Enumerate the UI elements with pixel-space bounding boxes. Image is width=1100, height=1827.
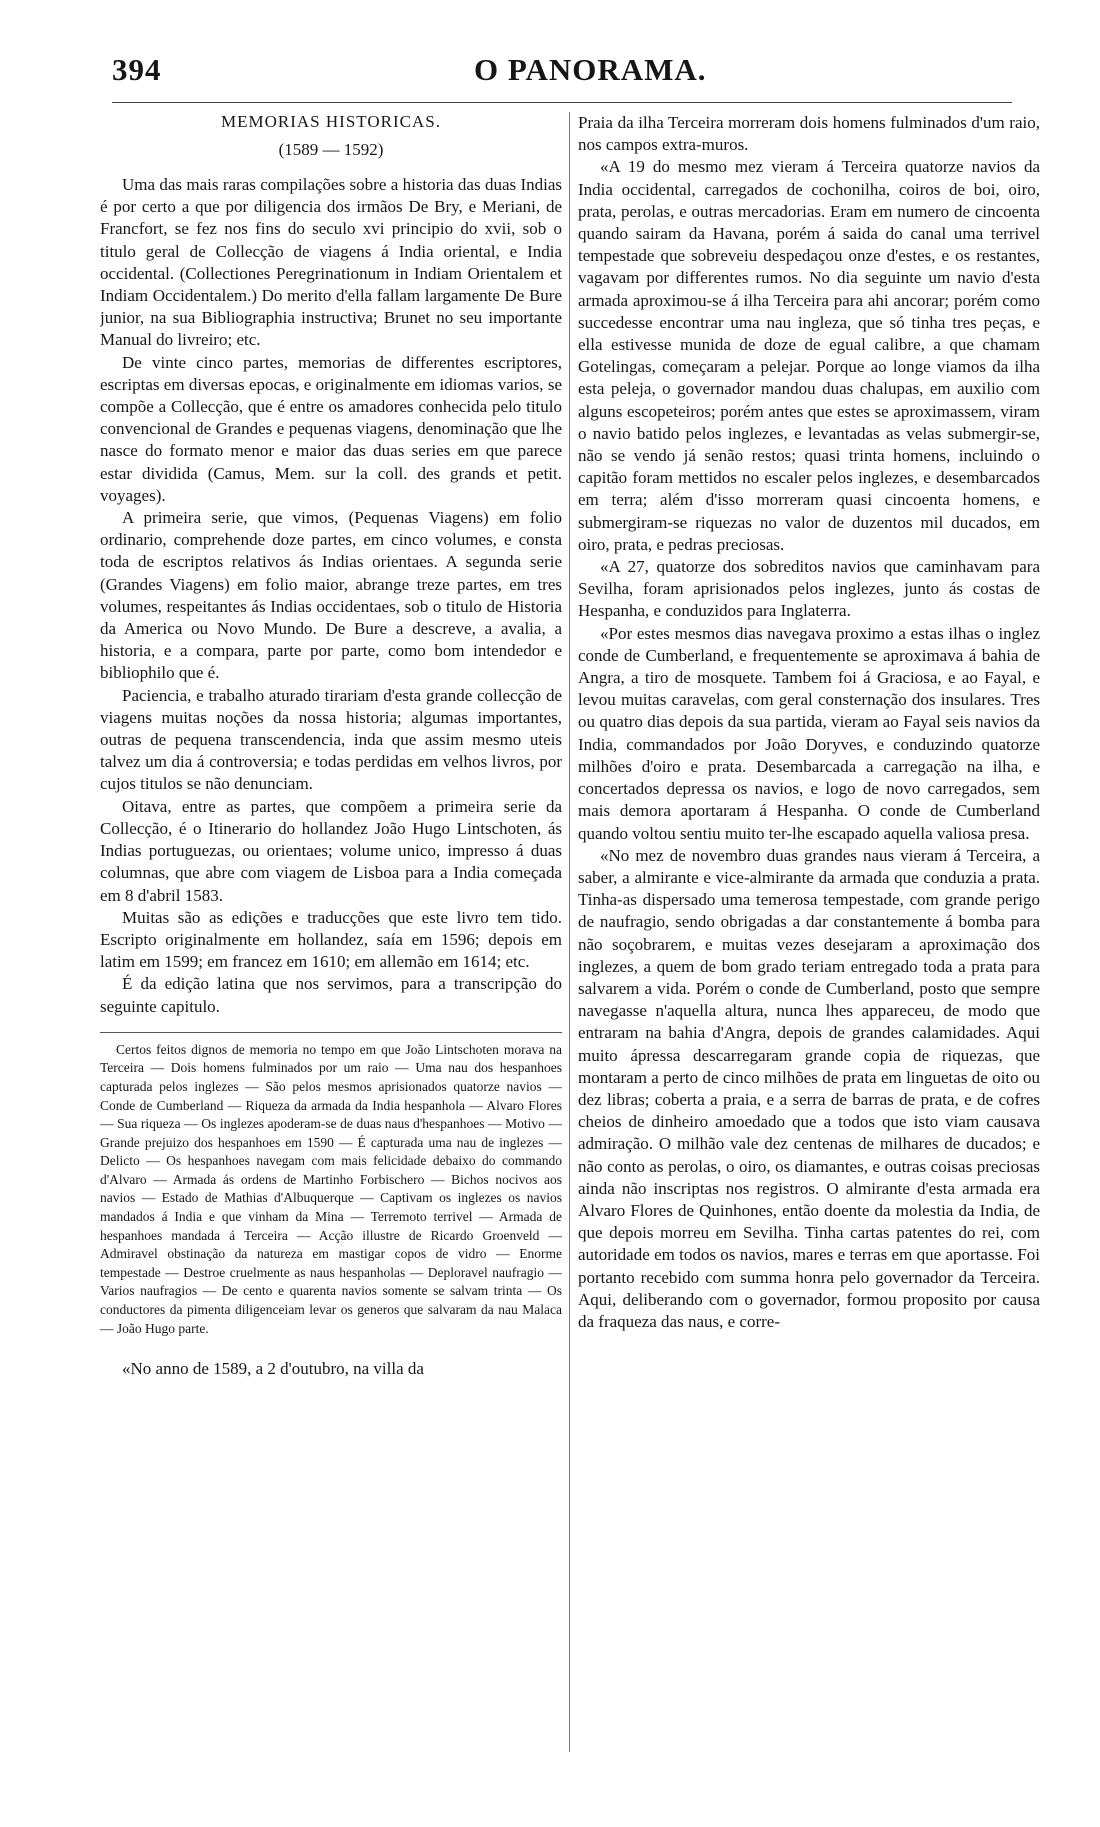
paragraph: Uma das mais raras compilações sobre a historia das duas Indias é por certo a que por diligencia dos irmãos De Bry, e Meriani, de Francfort, se fez nos fins do seculo xvi principio do xvii, sob o titulo geral de Collecção de viagens á India oriental, e India occidental. (Collectiones Peregrinationum in Indiam Orientalem et Indiam Occidentalem.) Do merito d'ella fallam largamente De Bure junior, na sua Bibliographia instructiva; Brunet no seu importante Manual do livreiro; etc. — [100, 175, 562, 350]
paragraph: «A 19 do mesmo mez vieram á Terceira quatorze navios da India occidental, carregados de cochonilha, coiros de boi, oiro, prata, perolas, e outras mercadorias. Eram em numero de cincoenta quando sairam da Havana, porém á saida do canal uma terrivel tempestade que sobreveiu despedaçou onze d'estes, e os restantes, vagavam por differentes rumos. No dia seguinte um navio d'esta armada aproximou-se á ilha Terceira para ahi ancorar; porém como succedesse encontrar uma nau ingleza, que só tinha tres peças, e ella estivesse munida de doze de egual calibre, a que chamam Gotelingas, começaram a pelejar. Porque ao longe viamos da ilha esta peleja, o governador mandou duas chalupas, em auxilio com alguns escopeteiros; porém antes que estes se aproximassem, viram o navio batido pelos inglezes, e levantadas as velas submergir-se, não se vendo já senão restos; quasi trinta homens, incluindo o capitão foram mettidos no escaler pelos inglezes, e desembarcados em terra; além d'isso morreram quasi cincoenta homens, e submergiram-se riquezas no valor de duzentos mil ducados, em oiro, prata, e pedras preciosas. — [578, 157, 1040, 554]
left-column — [100, 112, 562, 1757]
paragraph: A primeira serie, que vimos, (Pequenas Viagens) em folio ordinario, comprehende doze partes, em cinco volumes, e consta toda de escriptos relativos ás Indias orientaes. A segunda serie (Grandes Viagens) em folio maior, abrange treze partes, em tres volumes, respeitantes ás Indias occidentaes, sob o titulo de Historia da America ou Novo Mundo. De Bure a descreve, a avalia, a historia, e a compara, parte por parte, como bom intendedor e bibliophilo que é. — [100, 508, 562, 683]
header-rule — [112, 102, 1012, 103]
paragraph: Muitas são as edições e traducções que este livro tem tido. Escripto originalmente em hollandez, saía em 1596; depois em latim em 1599; em francez em 1610; em allemão em 1614; etc. — [100, 907, 562, 972]
paragraph-continuation: Praia da ilha Terceira morreram dois homens fulminados d'um raio, nos campos extra-muros. — [578, 113, 1040, 155]
paragraph: «No mez de novembro duas grandes naus vieram á Terceira, a saber, a almirante e vice-almirante da armada que conduzia a prata. Tinha-as dispersado uma temerosa tempestade, com grande perigo de naufragio, sendo obrigadas a dar constantemente á bomba para não soçobrarem, e muitas vezes desejaram a aproximação dos inglezes, a quem de bom grado teriam entregado toda a prata para salvarem a vida. Porém o conde de Cumberland, posto que sempre navegasse n'aquella altura, nunca lhes appareceu, de modo que entraram na bahia d'Angra, depois de grandes calamidades. Aqui muito ápressa descarregaram grande copia de riquezas, que montaram a perto de cinco milhões de prata em linguetas de oito ou dez libras; coberta a praia, e a serra de barras de prata, e de cofres cheios de dinheiro amoedado que a todos que isto viam causava admiração. O milhão vale dez centenas de milhares de ducados; e não conto as perolas, o oiro, os diamantes, e outras coisas preciosas ainda não inscriptas nos registros. O almirante d'esta armada era Alvaro Flores de Quinhones, então doente da molestia da India, de que depois morreu em Sevilha. Tinha cartas patentes do rei, com autoridade em todos os navios, mares e terras em que aportasse. Foi portanto recebido com summa honra pelo governador da Terceira. Aqui, deliberando com o governador, formou proposito por causa da fraqueza das naus, e corre- — [578, 845, 1040, 1331]
page-header — [112, 52, 1012, 96]
article-title: MEMORIAS HISTORICAS. — [221, 112, 441, 131]
paragraph: «A 27, quatorze dos sobreditos navios que caminhavam para Sevilha, foram aprisionados pelos inglezes, junto ás costas de Hespanha, e conduzidos para Inglaterra. — [578, 557, 1040, 621]
column-divider — [569, 112, 570, 1752]
paragraph: «No anno de 1589, a 2 d'outubro, na villa da — [122, 1359, 424, 1379]
article-dates: (1589 — 1592) — [278, 140, 384, 159]
page-number: 394 — [112, 52, 162, 87]
chapter-summary: Certos feitos dignos de memoria no tempo em que João Lintschoten morava na Terceira — Dois homens fulminados por um raio — Uma nau dos hespanhoes capturada pelos inglezes — São pelos mesmos aprisionados quatorze navios — Conde de Cumberland — Riqueza da armada da India hespanhola — Alvaro Flores — Sua riqueza — Os inglezes apoderam-se de duas naus d'hespanhoes — Motivo — Grande prejuizo dos hespanhoes em 1590 — É capturada uma nau de inglezes — Delicto — Os hespanhoes navegam com mais felicidade debaixo do commando d'Alvaro — Armada ás ordens de Martinho Forbischero — Bichos nocivos aos navios — Estado de Mathias d'Albuquerque — Captivam os inglezes os navios mandados á India e que vinham da Mina — Terremoto terrivel — Armada de hespanhoes mandada á Terceira — Acção illustre de Ricardo Groenveld — Admiravel obstinação da natureza em mastigar copos de vidro — Enorme tempestade — Destroe cruelmente as naus hespanholas — Deploravel naufragio — Varios naufragios — De cento e quarenta navios somente se salvam trinta — Os conductores da pimenta diligenceiam levar os generos que salvaram da nau Malaca — João Hugo parte. — [100, 1041, 562, 1336]
running-title: O PANORAMA. — [474, 52, 707, 87]
paragraph: «Por estes mesmos dias navegava proximo a estas ilhas o inglez conde de Cumberland, e frequentemente se aproximava á bahia de Angra, a tiro de mosquete. Tambem foi á Graciosa, e ao Fayal, e levou muitas caravelas, com geral consternação dos insulares. Tres ou quatro dias depois da sua partida, vieram ao Fayal seis navios da India, commandados por João Doryves, e conduzindo quatorze milhões d'oiro e prata. Desembarcada a carregação na ilha, e concertados depressa os navios, e logo de novo carregados, sem mais demora aportaram á Hespanha. O conde de Cumberland quando voltou sentiu muito ter-lhe escapado aquella valiosa presa. — [578, 623, 1040, 843]
summary-rule — [100, 1032, 562, 1033]
right-column — [578, 112, 1040, 1757]
paragraph: É da edição latina que nos servimos, para a transcripção do seguinte capitulo. — [100, 974, 562, 1016]
paragraph: Oitava, entre as partes, que compõem a primeira serie da Collecção, é o Itinerario do hollandez João Hugo Lintschoten, ás Indias portuguezas, ou orientaes; volume unico, impresso á duas columnas, que abre com viagem de Lisboa para a India começada em 8 d'abril 1583. — [100, 796, 562, 905]
paragraph: De vinte cinco partes, memorias de differentes escriptores, escriptas em diversas epocas, e originalmente em idiomas varios, se compõe a Collecção, que é entre os amadores conhecida pelo titulo convencional de Grandes e pequenas viagens, denominação que lhe nasce do formato menor e maior das duas series em que parece estar dividida (Camus, Mem. sur la coll. des grands et petit. voyages). — [100, 352, 562, 505]
paragraph: Paciencia, e trabalho aturado tirariam d'esta grande collecção de viagens muitas noções da nossa historia; algumas importantes, outras de pequena transcendencia, inda que assim mesmo uteis talvez um dia á controversia; e todas perdidas em velhos livros, por cujos titulos se não denunciam. — [100, 685, 562, 794]
